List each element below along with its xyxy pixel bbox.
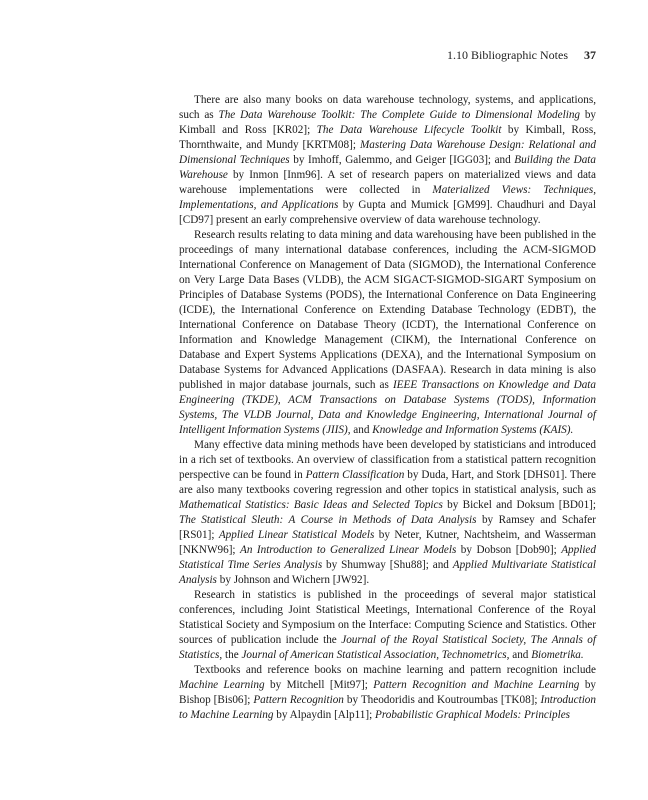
paragraph-5 [179, 663, 596, 723]
text-run: by Theodoridis and Koutroumbas [TK08]; [343, 694, 541, 706]
italic-title: Journal of American Statistical Association, Technometrics, [241, 649, 510, 661]
italic-title: IEEE Transactions on Knowledge and Data Engineering (TKDE), ACM Transactions on Database Systems (TODS), Information Systems, The VLDB Journal, Data and Knowledge Engineering, International Journal of Intelligent Information Systems (JIIS), [179, 379, 596, 436]
italic-title: Mathematical Statistics: Basic Ideas and Selected Topics [179, 499, 443, 511]
italic-title: Machine Learning [179, 679, 265, 691]
body-text [179, 93, 596, 723]
italic-title: An Introduction to Generalized Linear Models [240, 544, 457, 556]
italic-title: The Data Warehouse Lifecycle Toolkit [316, 124, 502, 136]
text-run: and [350, 424, 373, 436]
text-run: the [222, 649, 242, 661]
italic-title: Pattern Recognition and Machine Learning [373, 679, 580, 691]
text-run: Many effective data mining methods have been developed by statisticians and introduced in a rich set of textbooks. An overview of classification from a statistical pattern recognition perspective can be found in [179, 439, 596, 481]
text-run: There are also many books on data warehouse technology, systems, and applications, such as [179, 94, 596, 121]
text-run: by Alpaydin [Alp11]; [273, 709, 375, 721]
text-run: Research in statistics is published in the proceedings of several major statistical conferences, including Joint Statistical Meetings, International Conference of the Royal Statistical Society and Symposium on the Interface: Computing Science and Statistics. Other sources of publication include the [179, 589, 596, 646]
text-run: by Inmon [Inm96]. A set of research papers on materialized views and data warehouse implementations were collected in [179, 169, 596, 196]
text-run: by Bickel and Doksum [BD01]; [442, 499, 597, 511]
section-title: 1.10 Bibliographic Notes [447, 48, 568, 62]
text-run: by Imhoff, Galemmo, and Geiger [IGG03]; and [289, 154, 515, 166]
italic-title: Pattern Classification [305, 469, 405, 481]
text-run: by Duda, Hart, and Stork [DHS01]. There are also many textbooks covering regression and other topics in statistical analysis, such as [179, 469, 597, 496]
italic-title: Introduction to Machine Learning [179, 694, 596, 721]
text-run: by Johnson and Wichern [JW92]. [216, 574, 370, 586]
italic-title: Knowledge and Information Systems (KAIS). [372, 424, 574, 436]
text-run: by Neter, Kutner, Nachtsheim, and Wasserman [NKNW96]; [179, 529, 596, 556]
italic-title: Building the Data Warehouse [179, 154, 596, 181]
italic-title: Applied Linear Statistical Models [218, 529, 375, 541]
text-run: by Bishop [Bis06]; [179, 679, 596, 706]
italic-title: Applied Statistical Time Series Analysis [179, 544, 596, 571]
italic-title: Materialized Views: Techniques, Implementations, and Applications [179, 184, 596, 211]
paragraph-2 [179, 228, 596, 438]
italic-title: The Data Warehouse Toolkit: The Complete Guide to Dimensional Modeling [218, 109, 581, 121]
italic-title: Applied Multivariate Statistical Analysis [179, 559, 596, 586]
running-header [447, 48, 596, 63]
italic-title: Pattern Recognition [253, 694, 344, 706]
italic-title: The Statistical Sleuth: A Course in Methods of Data Analysis [179, 514, 477, 526]
paragraph-1 [179, 93, 596, 228]
paragraph-3 [179, 438, 596, 588]
page-number: 37 [584, 48, 596, 62]
text-run: by Kimball and Ross [KR02]; [179, 109, 597, 136]
paragraph-4 [179, 588, 596, 663]
text-run: by Kimball, Ross, Thornthwaite, and Mundy [KRTM08]; [179, 124, 596, 151]
text-run: and [509, 649, 532, 661]
text-run: by Dobson [Dob90]; [456, 544, 562, 556]
italic-title: Journal of the Royal Statistical Society, The Annals of Statistics, [179, 634, 596, 661]
text-run: Research results relating to data mining and data warehousing have been published in the proceedings of many international database conferences, including the ACM-SIGMOD International Conference on Management of Data (SIGMOD), the International Conference on Very Large Data Bases (VLDB), the ACM SIGACT-SIGMOD-SIGART Symposium on Principles of Database Systems (PODS), the International Conference on Data Engineering (ICDE), the International Conference on Extending Database Technology (EDBT), the International Conference on Database Theory (ICDT), the International Conference on Information and Knowledge Management (CIKM), the International Conference on Database and Expert Systems Applications (DEXA), and the International Symposium on Database Systems for Advanced Applications (DASFAA). Research in data mining is also published in major database journals, such as [179, 229, 596, 391]
text-run: by Ramsey and Schafer [RS01]; [179, 514, 597, 541]
text-run: by Shumway [Shu88]; and [322, 559, 453, 571]
italic-title: Mastering Data Warehouse Design: Relational and Dimensional Techniques [179, 139, 596, 166]
text-run: Textbooks and reference books on machine learning and pattern recognition include [194, 664, 596, 676]
text-run: by Gupta and Mumick [GM99]. Chaudhuri and Dayal [CD97] present an early comprehensive overview of data warehouse technology. [179, 199, 596, 226]
italic-title: Biometrika. [531, 649, 584, 661]
italic-title: Probabilistic Graphical Models: Principles [374, 709, 571, 721]
text-run: by Mitchell [Mit97]; [264, 679, 374, 691]
